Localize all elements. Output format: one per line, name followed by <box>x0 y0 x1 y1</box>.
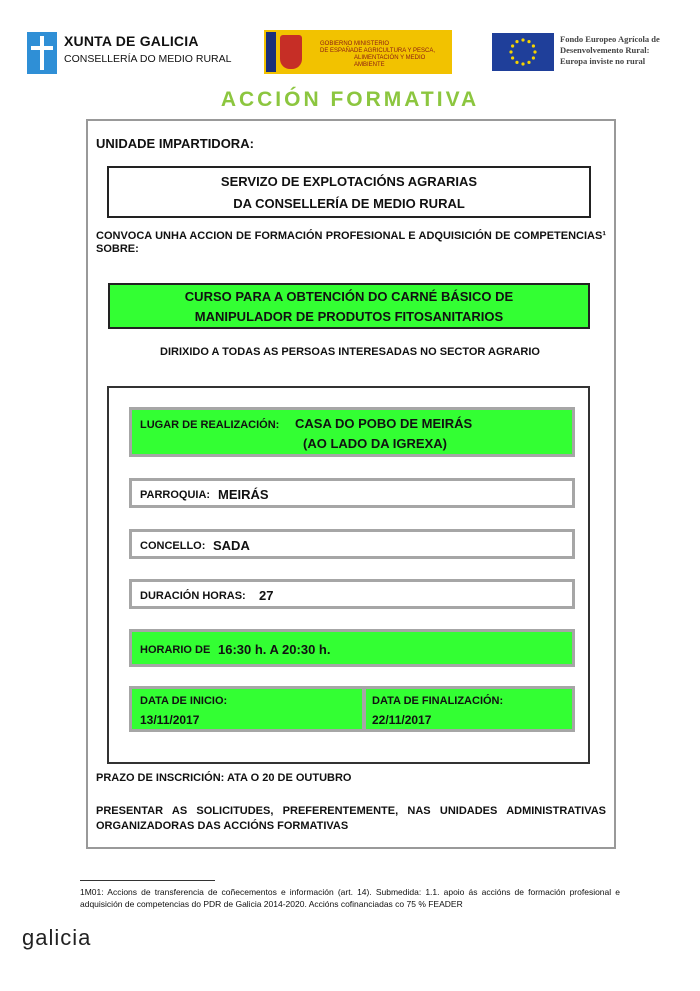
duracion-field <box>129 579 575 609</box>
eu-line: Desenvolvemento Rural: <box>560 45 650 55</box>
data-fin-field <box>363 686 575 732</box>
lugar-label: LUGAR DE REALIZACIÓN: <box>140 419 280 431</box>
page-title: ACCIÓN FORMATIVA <box>220 88 480 111</box>
footnote-divider <box>80 880 215 881</box>
xunta-subtitle: CONSELLERÍA DO MEDIO RURAL <box>64 53 232 65</box>
details-box <box>107 386 590 764</box>
spain-crest-icon <box>280 35 302 69</box>
gob-right-line: MINISTERIO <box>354 41 390 47</box>
gobierno-espana-logo <box>264 30 452 74</box>
inicio-label: DATA DE INICIO: <box>140 695 228 707</box>
inicio-value: 13/11/2017 <box>140 713 200 727</box>
footnote: 1M01: Accions de transferencia de coñecementos e información (art. 14). Submedida: 1.1. apoio ás accións de formación profesional e adquisición de competencias do PDR de Galicia 2014-2020. Accións cofinanciadas co 75 % FEADER <box>80 887 620 909</box>
lugar-field <box>129 407 575 457</box>
course-line: MANIPULADOR DE PRODUTOS FITOSANITARIOS <box>194 309 504 324</box>
dirixido-text: DIRIXIDO A TODAS AS PERSOAS INTERESADAS NO SECTOR AGRARIO <box>160 346 540 358</box>
convoca-text: CONVOCA UNHA ACCION DE FORMACIÓN PROFESIONAL E ADQUISICIÓN DE COMPETENCIAS¹ SOBRE: <box>96 230 606 255</box>
gob-left-line: GOBIERNO <box>320 41 353 47</box>
duracion-label: DURACIÓN HORAS: <box>140 590 246 602</box>
concello-field <box>129 529 575 559</box>
presentar-text: PRESENTAR AS SOLICITUDES, PREFERENTEMENTE, NAS UNIDADES ADMINISTRATIVAS ORGANIZADORAS DAS ACCIÓNS FORMATIVAS <box>96 805 606 832</box>
parroquia-label: PARROQUIA: <box>140 489 211 501</box>
course-line: CURSO PARA A OBTENCIÓN DO CARNÉ BÁSICO DE <box>184 289 514 304</box>
unidade-label: UNIDADE IMPARTIDORA: <box>96 136 254 151</box>
eu-line: Fondo Europeo Agrícola de <box>560 34 660 44</box>
xunta-title: XUNTA DE GALICIA <box>64 33 199 49</box>
concello-value: SADA <box>213 538 250 553</box>
xunta-flag-icon <box>27 32 57 74</box>
horario-label: HORARIO DE <box>140 644 211 656</box>
fin-label: DATA DE FINALIZACIÓN: <box>372 695 504 707</box>
eu-line: Europa inviste no rural <box>560 56 646 66</box>
eu-fund-text <box>560 34 660 67</box>
eu-flag-icon <box>492 33 554 71</box>
course-title-box <box>108 283 590 329</box>
spain-flag-icon <box>266 32 276 72</box>
duracion-value: 27 <box>259 588 274 603</box>
horario-value: 16:30 h. A 20:30 h. <box>218 642 331 657</box>
gob-right-line: DE AGRICULTURA Y PESCA, <box>354 48 436 54</box>
fin-value: 22/11/2017 <box>372 713 432 727</box>
gob-left-line: DE ESPAÑA <box>320 48 354 54</box>
gob-right-line: ALIMENTACIÓN Y MEDIO AMBIENTE <box>354 55 426 68</box>
horario-field <box>129 629 575 667</box>
service-line: DA CONSELLERÍA DE MEDIO RURAL <box>233 196 465 211</box>
parroquia-field <box>129 478 575 508</box>
concello-label: CONCELLO: <box>140 540 206 552</box>
lugar-value: CASA DO POBO DE MEIRÁS <box>295 416 473 431</box>
service-box <box>107 166 591 218</box>
service-line: SERVIZO DE EXPLOTACIÓNS AGRARIAS <box>220 174 478 189</box>
galicia-logo: galicia <box>22 925 92 950</box>
parroquia-value: MEIRÁS <box>218 487 269 502</box>
data-inicio-field <box>129 686 365 732</box>
lugar-value-2: (AO LADO DA IGREXA) <box>303 436 447 451</box>
prazo-text: PRAZO DE INSCRICIÓN: ATA O 20 DE OUTUBRO <box>96 772 352 784</box>
